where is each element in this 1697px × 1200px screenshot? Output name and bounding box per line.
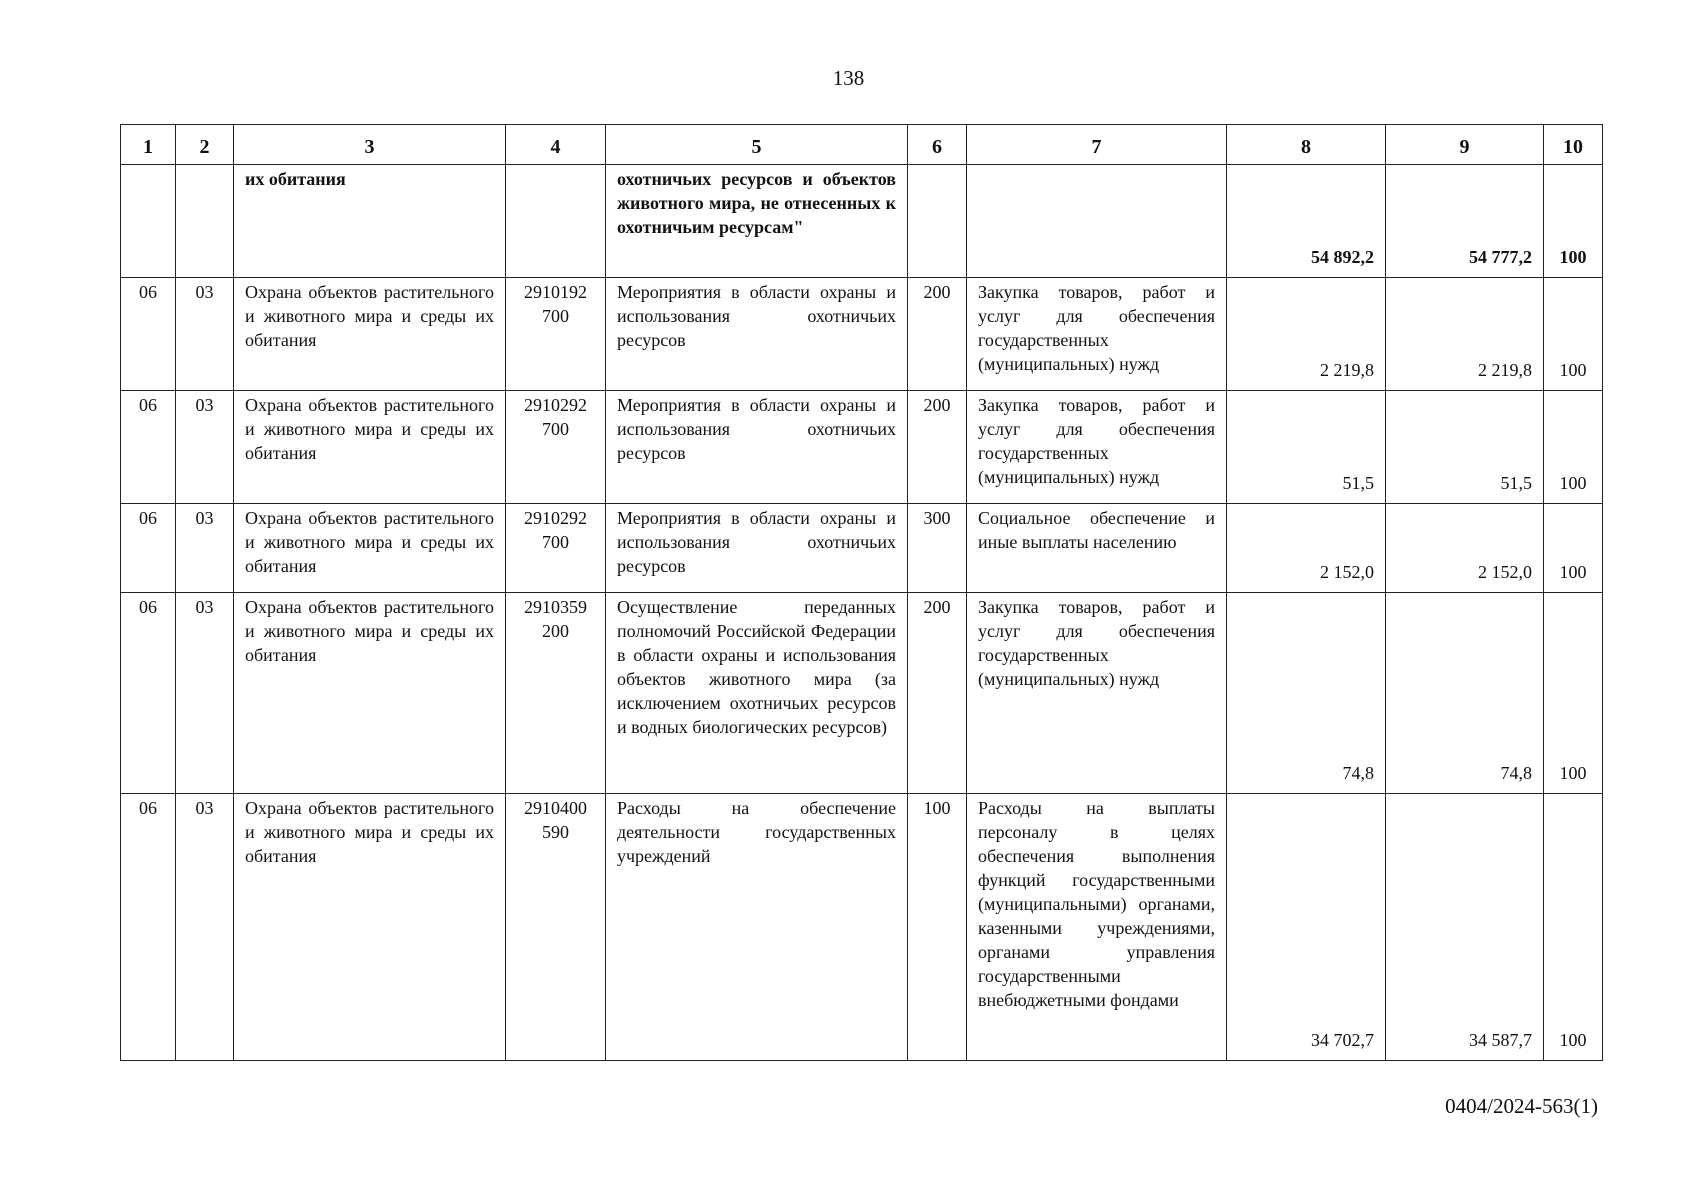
budget-table [120, 124, 1603, 1061]
cell-target-code: 2910292 700 [506, 504, 606, 593]
header-cell: 6 [908, 125, 967, 165]
cell-percent: 100 [1544, 165, 1603, 278]
cell-empty [506, 165, 606, 278]
cell-name: Охрана объектов растительного и животного мира и среды их обитания [234, 278, 506, 391]
cell-amount-actual: 74,8 [1386, 593, 1544, 794]
cell-target-code: 2910192 700 [506, 278, 606, 391]
cell-amount-actual: 2 152,0 [1386, 504, 1544, 593]
cell-amount-plan: 2 219,8 [1227, 278, 1386, 391]
cell-name: Охрана объектов растительного и животного мира и среды их обитания [234, 504, 506, 593]
cell-subsection: 03 [176, 593, 234, 794]
cell-description: Мероприятия в области охраны и использования охотничьих ресурсов [606, 391, 908, 504]
cell-percent: 100 [1544, 504, 1603, 593]
cell-amount-plan: 74,8 [1227, 593, 1386, 794]
cell-amount-actual: 51,5 [1386, 391, 1544, 504]
cell-subsection: 03 [176, 391, 234, 504]
cell-target-code: 2910400 590 [506, 794, 606, 1061]
cell-amount-actual: 2 219,8 [1386, 278, 1544, 391]
cell-name: Охрана объектов растительного и животного мира и среды их обитания [234, 593, 506, 794]
table-row [121, 794, 1603, 1061]
cell-section: 06 [121, 504, 176, 593]
header-cell: 3 [234, 125, 506, 165]
cell-expense-type: 200 [908, 278, 967, 391]
header-cell: 7 [967, 125, 1227, 165]
cell-amount-plan: 51,5 [1227, 391, 1386, 504]
cell-expense-type: 200 [908, 391, 967, 504]
cell-section: 06 [121, 278, 176, 391]
cell-expense-type: 100 [908, 794, 967, 1061]
cell-amount-actual: 54 777,2 [1386, 165, 1544, 278]
cell-expense-name: Расходы на выплаты персоналу в целях обеспечения выполнения функций государственными (муниципальными) органами, казенными учреждениями, органами управления государственными внебюджетными фондами [967, 794, 1227, 1061]
cell-amount-plan: 34 702,7 [1227, 794, 1386, 1061]
cell-subsection: 03 [176, 278, 234, 391]
cell-target-code: 2910359 200 [506, 593, 606, 794]
cell-description: Мероприятия в области охраны и использования охотничьих ресурсов [606, 278, 908, 391]
cell-expense-name: Закупка товаров, работ и услуг для обеспечения государственных (муниципальных) нужд [967, 278, 1227, 391]
cell-expense-name: Закупка товаров, работ и услуг для обеспечения государственных (муниципальных) нужд [967, 593, 1227, 794]
cell-amount-plan: 54 892,2 [1227, 165, 1386, 278]
table-row [121, 593, 1603, 794]
table-row-continuation [121, 165, 1603, 278]
header-cell: 8 [1227, 125, 1386, 165]
cell-subsection: 03 [176, 794, 234, 1061]
cell-section: 06 [121, 593, 176, 794]
cell-target-code: 2910292 700 [506, 391, 606, 504]
cell-percent: 100 [1544, 278, 1603, 391]
cell-amount-plan: 2 152,0 [1227, 504, 1386, 593]
table-header-row [121, 125, 1603, 165]
table-row [121, 504, 1603, 593]
cell-expense-type: 200 [908, 593, 967, 794]
cell-description: Мероприятия в области охраны и использования охотничьих ресурсов [606, 504, 908, 593]
header-cell: 10 [1544, 125, 1603, 165]
table-row [121, 391, 1603, 504]
cell-empty [176, 165, 234, 278]
document-code: 0404/2024-563(1) [1445, 1094, 1598, 1118]
cell-section: 06 [121, 391, 176, 504]
cell-section: 06 [121, 794, 176, 1061]
cell-expense-name: Социальное обеспечение и иные выплаты населению [967, 504, 1227, 593]
cell-empty [967, 165, 1227, 278]
header-cell: 1 [121, 125, 176, 165]
cell-name: Охрана объектов растительного и животного мира и среды их обитания [234, 391, 506, 504]
cell-percent: 100 [1544, 794, 1603, 1061]
cell-subsection: 03 [176, 504, 234, 593]
table-row [121, 278, 1603, 391]
cell-percent: 100 [1544, 593, 1603, 794]
cell-description: Осуществление переданных полномочий Российской Федерации в области охраны и использования объектов животного мира (за исключением охотничьих ресурсов и водных биологических ресурсов) [606, 593, 908, 794]
header-cell: 4 [506, 125, 606, 165]
cell-expense-type: 300 [908, 504, 967, 593]
header-cell: 9 [1386, 125, 1544, 165]
header-cell: 2 [176, 125, 234, 165]
cell-name: Охрана объектов растительного и животного мира и среды их обитания [234, 794, 506, 1061]
cell-amount-actual: 34 587,7 [1386, 794, 1544, 1061]
cell-description: охотничьих ресурсов и объектов животного мира, не отнесенных к охотничьим ресурсам" [606, 165, 908, 278]
cell-name: их обитания [234, 165, 506, 278]
cell-expense-name: Закупка товаров, работ и услуг для обеспечения государственных (муниципальных) нужд [967, 391, 1227, 504]
cell-empty [121, 165, 176, 278]
header-cell: 5 [606, 125, 908, 165]
cell-empty [908, 165, 967, 278]
cell-percent: 100 [1544, 391, 1603, 504]
page-number: 138 [832, 66, 865, 90]
cell-description: Расходы на обеспечение деятельности государственных учреждений [606, 794, 908, 1061]
